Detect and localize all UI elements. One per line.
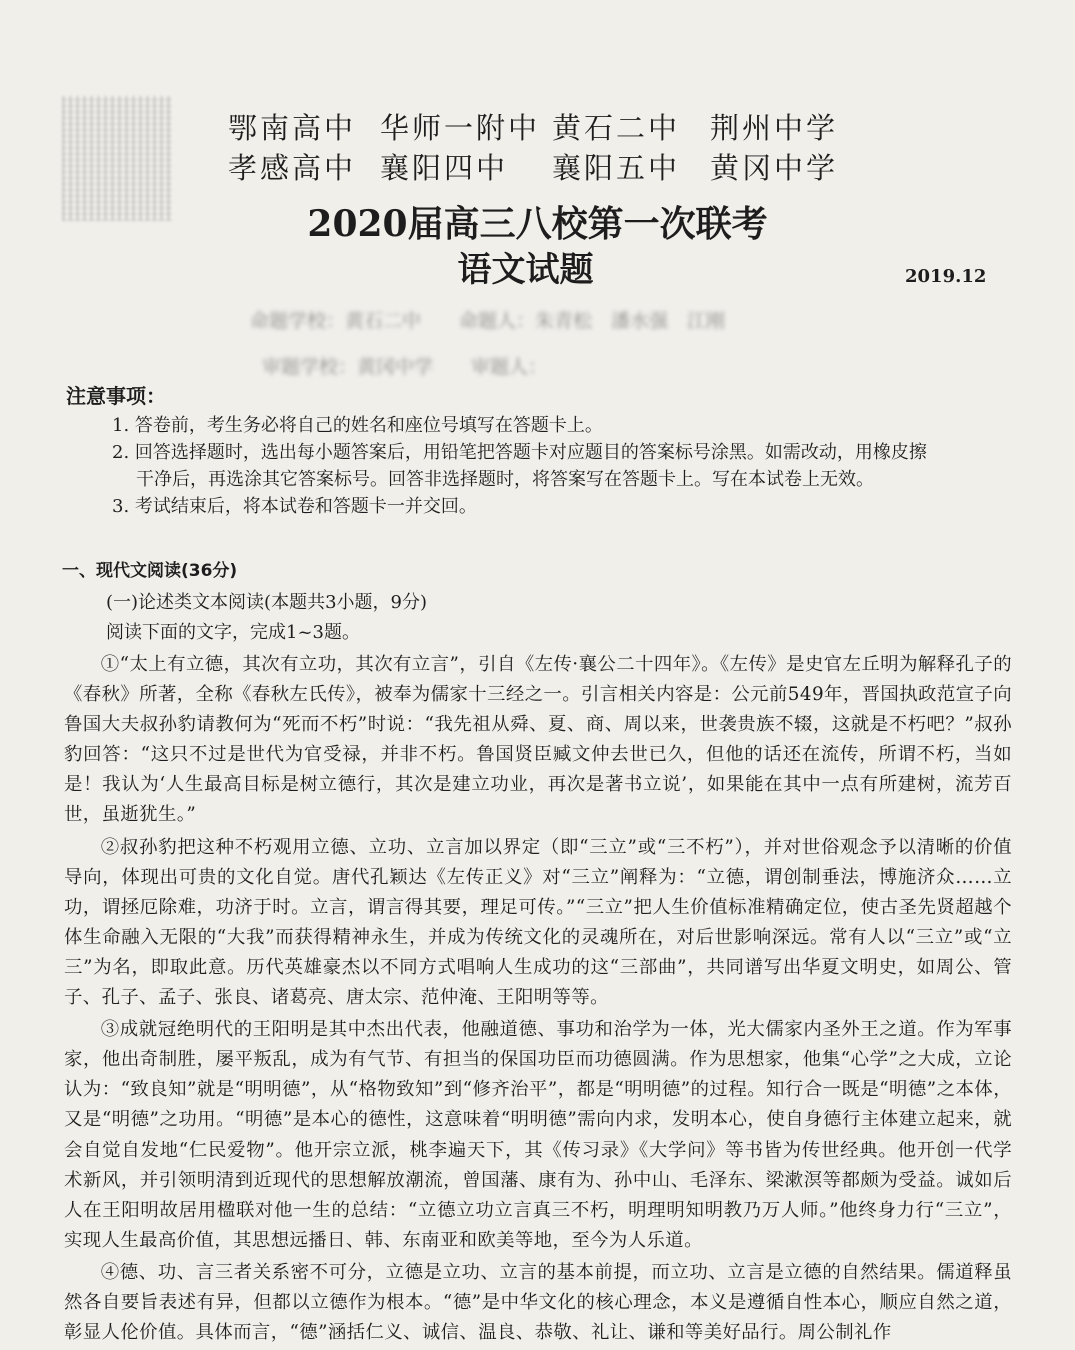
reading-passage — [64, 650, 1012, 1350]
passage-paragraph: ②叔孙豹把这种不朽观用立德、立功、立言加以界定（即“三立”或“三不朽”），并对世俗观念予以清晰的价值导向，体现出可贵的文化自觉。唐代孔颖达《左传正义》对“三立”阐释为：“立德，谓创制垂法，博施济众……立功，谓拯厄除难，功济于时。立言，谓言得其要，理足可传。”“三立”把人生价值标准精确定位，使古圣先贤超越个体生命融入无限的“大我”而获得精神永生，并成为传统文化的灵魂所在，对后世影响深远。常有人以“三立”或“立三”为名，即取此意。历代英雄豪杰以不同方式唱响人生成功的这“三部曲”，共同谱写出华夏文明史，如周公、管子、孔子、孟子、张良、诸葛亮、唐太宗、范仲淹、王阳明等等。 — [64, 836, 1012, 1009]
exam-subtitle: 语文试题 — [457, 250, 594, 290]
reading-instruction: 阅读下面的文字，完成1~3题。 — [106, 622, 360, 643]
notice-item: 干净后，再选涂其它答案标号。回答非选择题时，将答案写在答题卡上。写在本试卷上无效。 — [136, 469, 874, 490]
notice-item: 2. 回答选择题时，选出每小题答案后，用铅笔把答题卡对应题目的答案标号涂黑。如需改动，用橡皮擦 — [112, 442, 927, 463]
school-row-2 — [228, 148, 838, 188]
school-name: 荆州中学 — [710, 111, 839, 145]
school-list — [228, 108, 838, 188]
notice-list — [112, 412, 1017, 520]
passage-paragraph: ④德、功、言三者关系密不可分，立德是立功、立言的基本前提，而立功、立言是立德的自然结果。儒道释虽然各自要旨表述有异，但都以立德作为根本。“德”是中华文化的核心理念，本义是遵循自性本心，顺应自然之道，彰显人伦价值。具体而言，“德”涵括仁义、诚信、温良、恭敬、礼让、谦和等美好品行。周公制礼作 — [64, 1261, 1012, 1344]
section-heading: 一、现代文阅读(36分) — [62, 561, 238, 581]
notice-item: 3. 考试结束后，将本试卷和答题卡一并交回。 — [112, 496, 477, 517]
subsection-heading: (一)论述类文本阅读(本题共3小题，9分) — [106, 592, 427, 613]
school-name: 孝感高中 — [228, 151, 357, 185]
school-name: 襄阳四中 — [380, 151, 509, 185]
school-name: 鄂南高中 — [228, 111, 357, 145]
notice-item: 1. 答卷前，考生务必将自己的姓名和座位号填写在答题卡上。 — [112, 415, 603, 436]
school-name: 黄石二中 — [552, 111, 681, 145]
school-row-1 — [228, 108, 838, 148]
school-name: 襄阳五中 — [552, 151, 681, 185]
school-name: 黄冈中学 — [710, 151, 839, 185]
exam-date: 2019.12 — [905, 266, 987, 287]
author-line-2: 审题学校：黄冈中学 审题人： — [262, 356, 548, 378]
school-name: 华师一附中 — [380, 111, 541, 145]
passage-paragraph: ①“太上有立德，其次有立功，其次有立言”，引自《左传·襄公二十四年》。《左传》是史官左丘明为解释孔子的《春秋》所著，全称《春秋左氏传》，被奉为儒家十三经之一。引言相关内容是：公元前549年，晋国执政范宣子向鲁国大夫叔孙豹请教何为“死而不朽”时说：“我先祖从舜、夏、商、周以来，世袭贵族不辍，这就是不朽吧？”叔孙豹回答：“这只不过是世代为官受禄，并非不朽。鲁国贤臣臧文仲去世已久，但他的话还在流传，所谓不朽，当如是！我认为‘人生最高目标是树立德行，其次是建立功业，再次是著书立说’，如果能在其中一点有所建树，流芳百世，虽逝犹生。” — [64, 654, 1012, 826]
notice-heading: 注意事项： — [66, 384, 166, 408]
passage-paragraph: ③成就冠绝明代的王阳明是其中杰出代表，他融道德、事功和治学为一体，光大儒家内圣外王之道。作为军事家，他出奇制胜，屡平叛乱，成为有气节、有担当的保国功臣而功德圆满。作为思想家，他集“心学”之大成，立论认为：“致良知”就是“明明德”，从“格物致知”到“修齐治平”，都是“明明德”的过程。知行合一既是“明德”之本体，又是“明德”之功用。“明德”是本心的德性，这意味着“明明德”需向内求，发明本心，使自身德行主体建立起来，就会自觉自发地“仁民爱物”。他开宗立派，桃李遍天下，其《传习录》《大学问》等书皆为传世经典。他开创一代学术新风，并引领明清到近现代的思想解放潮流，曾国藩、康有为、孙中山、毛泽东、梁漱溟等都颇为受益。诚如后人在王阳明故居用楹联对他一生的总结：“立德立功立言真三不朽，明理明知明教乃万人师。”他终身力行“三立”，实现人生最高价值，其思想远播日、韩、东南亚和欧美等地，至今为人乐道。 — [64, 1019, 1012, 1251]
author-line-1: 命题学校：黄石二中 命题人：朱青松 潘水强 江刚 — [250, 310, 726, 332]
exam-title: 2020届高三八校第一次联考 — [307, 203, 768, 245]
